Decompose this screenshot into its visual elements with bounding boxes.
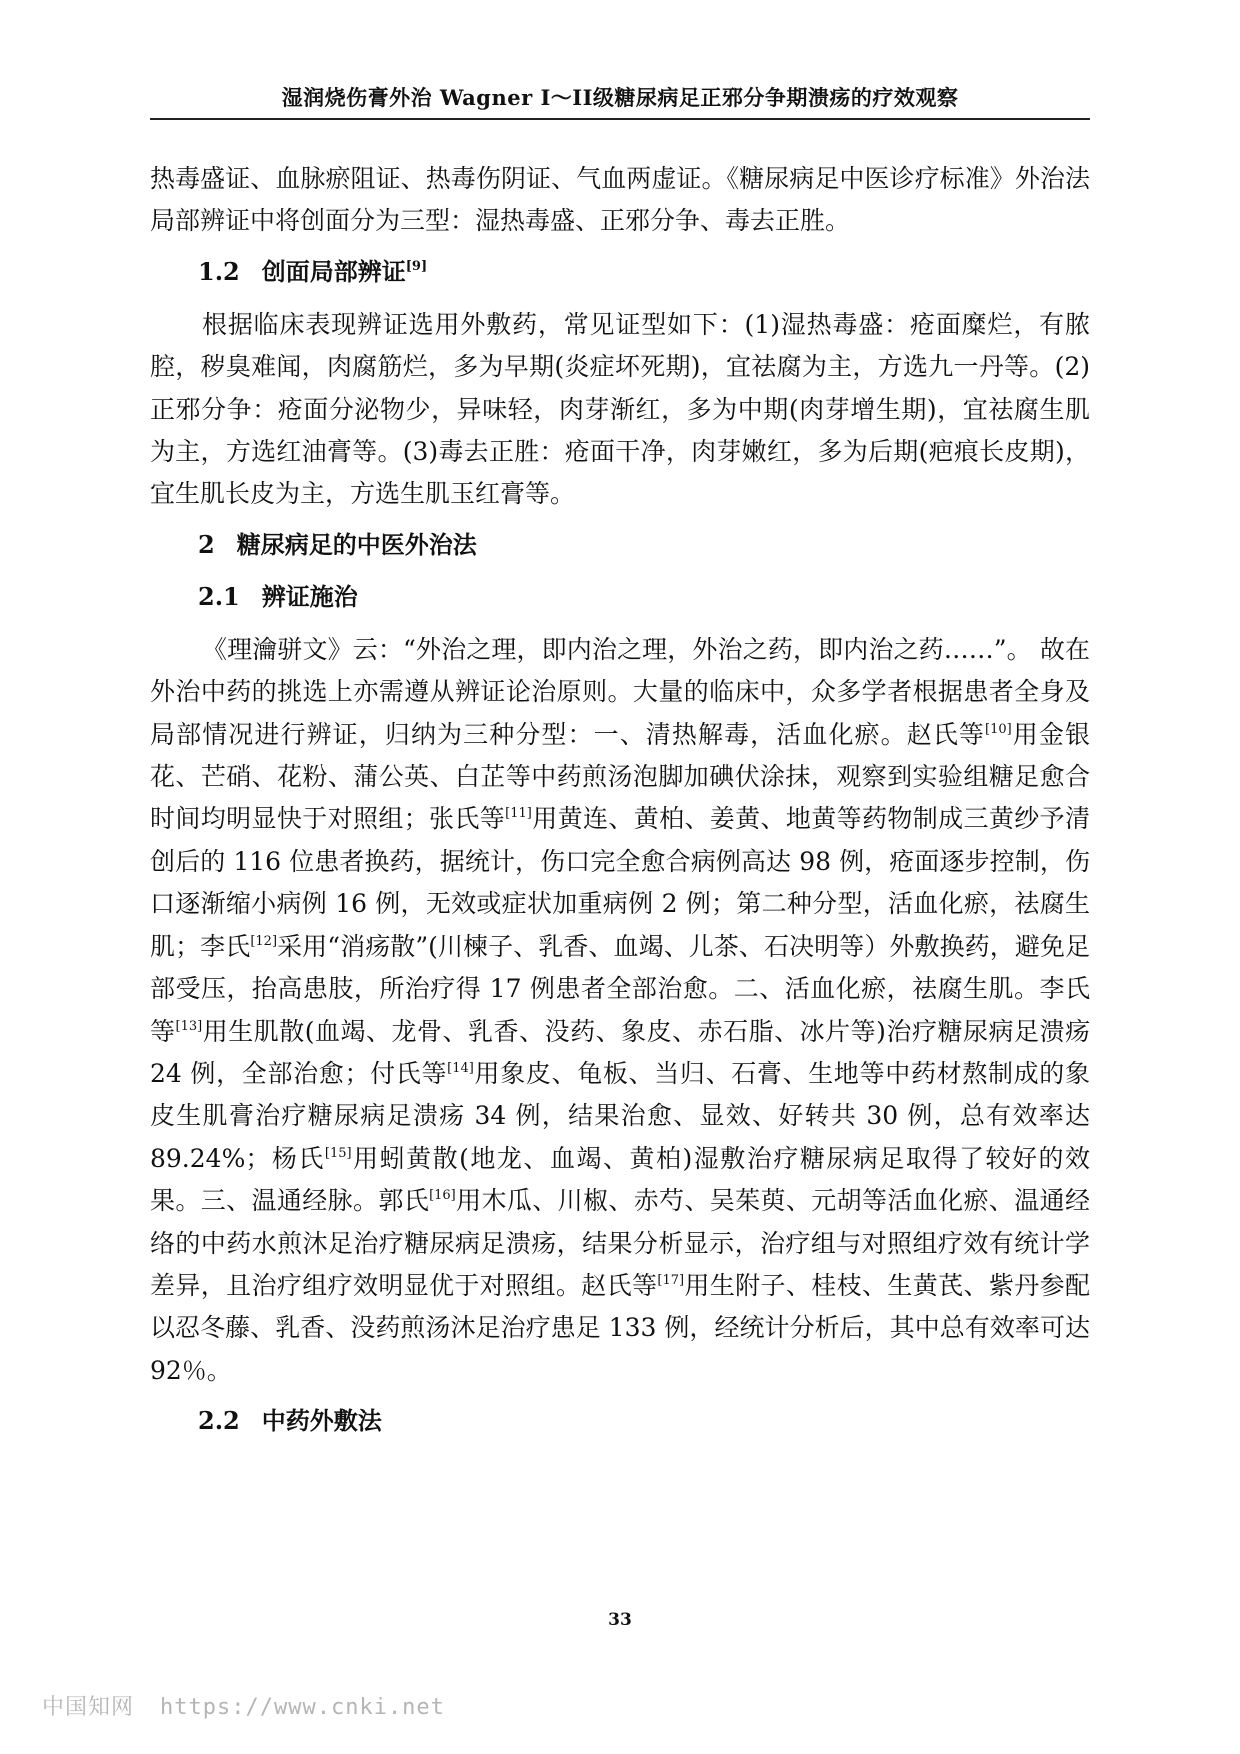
watermark-url: https://www.cnki.net [160, 1695, 445, 1720]
paragraph-syndrome-types: 热毒盛证、血脉瘀阻证、热毒伤阴证、气血两虚证。《糖尿病足中医诊疗标准》外治法局部辨证中将创面分为三型：湿热毒盛、正邪分争、毒去正胜。 [150, 164, 1090, 236]
section-number: 2.1 [198, 581, 240, 611]
article-body [150, 158, 1090, 1453]
text-run: 用蚓黄散(地龙、血竭、黄柏)湿敷治疗糖尿病足取得了较好的效果。三、温通经脉。郭氏 [150, 1143, 1090, 1216]
cnki-watermark [42, 1690, 445, 1721]
section-number: 2 [198, 529, 215, 559]
section-title: 创面局部辨证 [261, 256, 406, 286]
section-title: 中药外敷法 [261, 1406, 382, 1436]
citation-ref[interactable]: [11] [505, 806, 532, 822]
running-header: 湿润烧伤膏外治 Wagner I～II级糖尿病足正邪分争期溃疡的疗效观察 [281, 85, 959, 110]
citation-ref[interactable]: [9] [405, 258, 428, 274]
citation-ref[interactable]: [12] [250, 933, 278, 949]
text-run: 用黄连、黄柏、姜黄、地黄等药物制成三黄纱予清创后的 116 位患者换药，据统计，伤口完全愈合病例高达 98 例，疮面逐步控制，伤口逐渐缩小病例 16 例，无效或症状加重病例 2 例；第二种分型，活血化瘀，祛腐生肌；李氏 [150, 804, 1090, 961]
text-run: 用象皮、龟板、当归、石膏、生地等中药材熬制成的象皮生肌膏治疗糖尿病足溃疡 34 例，结果治愈、显效、好转共 30 例，总有效率达 89.24%；杨氏 [150, 1058, 1090, 1173]
watermark-brand: 中国知网 [42, 1695, 135, 1720]
text-run: 用金银花、芒硝、花粉、蒲公英、白芷等中药煎汤泡脚加碘伏涂抹，观察到实验组糖足愈合时间均明显快于对照组；张氏等 [150, 719, 1090, 834]
text-run: 用木瓜、川椒、赤芍、吴茱萸、元胡等活血化瘀、温通经络的中药水煎沐足治疗糖尿病足溃疡，结果分析显示，治疗组与对照组疗效有统计学差异，且治疗组疗效明显优于对照组。赵氏等 [150, 1186, 1090, 1300]
section-title: 糖尿病足的中医外治法 [236, 529, 477, 559]
paragraph-syndrome-treatment [150, 629, 1090, 1392]
text-run: 用生附子、桂枝、生黄芪、紫丹参配以忍冬藤、乳香、没药煎汤沐足治疗患足 133 例，经统计分析后，其中总有效率可达 92％。 [150, 1270, 1090, 1385]
citation-ref[interactable]: [16] [429, 1188, 456, 1204]
section-title: 辨证施治 [261, 581, 358, 611]
text-run: 用生肌散(血竭、龙骨、乳香、没药、象皮、赤石脂、冰片等)治疗糖尿病足溃疡 24 例，全部治愈；付氏等 [150, 1016, 1090, 1088]
section-number: 2.2 [198, 1406, 240, 1436]
page-number: 33 [608, 1610, 632, 1630]
citation-ref[interactable]: [13] [175, 1018, 203, 1034]
citation-ref[interactable]: [17] [657, 1272, 685, 1288]
paragraph-wound-differentiation: 根据临床表现辨证选用外敷药，常见证型如下：(1)湿热毒盛：疮面糜烂，有脓腔，秽臭难闻，肉腐筋烂，多为早期(炎症坏死期)，宜祛腐为主，方选九一丹等。(2)正邪分争：疮面分泌物少，异味轻，肉芽渐红，多为中期(肉芽增生期)，宜祛腐生肌为主，方选红油膏等。(3)毒去正胜：疮面干净，肉芽嫩红，多为后期(疤痕长皮期)，宜生肌长皮为主，方选生肌玉红膏等。 [150, 309, 1090, 509]
text-run: 采用“消疡散”(川楝子、乳香、血竭、儿茶、石决明等）外敷换药，避免足部受压，抬高患肢，所治疗得 17 例患者全部治愈。二、活血化瘀，祛腐生肌。李氏等 [150, 931, 1090, 1046]
citation-ref[interactable]: [14] [447, 1060, 474, 1076]
section-number: 1.2 [198, 256, 240, 286]
section-heading-2-2 [150, 1401, 1090, 1441]
citation-ref[interactable]: [10] [985, 721, 1012, 737]
section-heading-2 [150, 525, 1090, 565]
section-heading-2-1 [150, 577, 1090, 617]
text-run: 《理瀹骈文》云：“外治之理，即内治之理，外治之药，即内治之药……”。 故在外治中药的挑选上亦需遵从辨证论治原则。大量的临床中，众多学者根据患者全身及局部情况进行辨证，归纳为三种分型：一、清热解毒，活血化瘀。赵氏等 [150, 634, 1090, 749]
citation-ref[interactable]: [15] [324, 1145, 352, 1161]
header-divider [150, 118, 1090, 120]
section-heading-1-2 [150, 252, 1090, 292]
